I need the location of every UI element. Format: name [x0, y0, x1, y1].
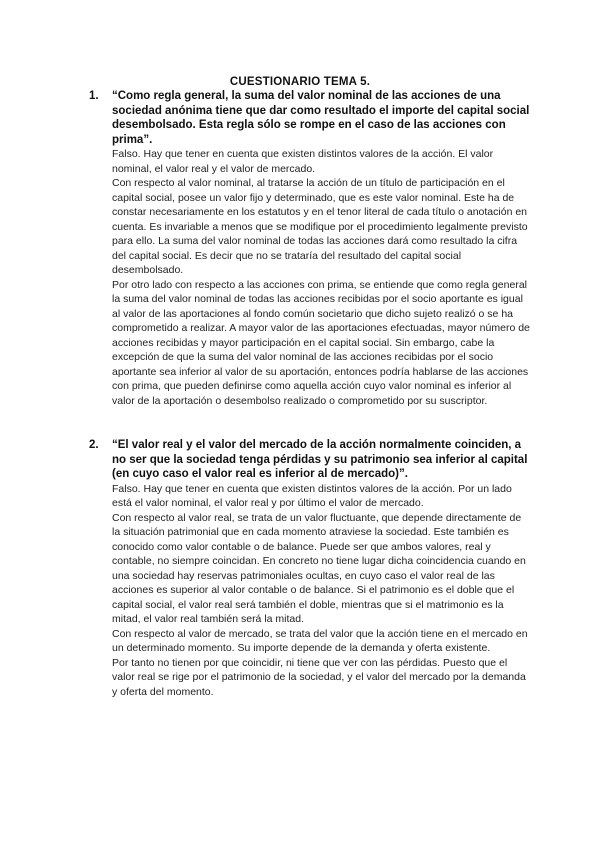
question-body — [112, 438, 530, 699]
page-title: CUESTIONARIO TEMA 5. — [229, 76, 371, 88]
question-statement: “El valor real y el valor del mercado de la acción normalmente coinciden, a no ser que la sociedad tenga pérdidas y su patrimonio sea inferior al capital (en cuyo caso el valor real es inferior al de mercado)”. — [112, 439, 528, 480]
answer-paragraph: Por otro lado con respecto a las acciones con prima, se entiende que como regla general la suma del valor nominal de todas las acciones recibidas por el socio aportante es igual al valor de las aportaciones al fondo común societario que dicho sujeto realizó o se ha comprometido a realizar. A mayor valor de las aportaciones efectuadas, mayor número de acciones recibidas y mayor participación en el capital social. Sin embargo, cabe la excepción de que la suma del valor nominal de las acciones recibidas por el socio aportante sea inferior al valor de su aportación, entonces podría hablarse de las acciones con prima, que pueden definirse como aquella acción cuyo valor nominal es inferior al valor de la aportación o desembolso realizado o comprometido por su suscriptor. — [112, 278, 530, 407]
answer-paragraph: Con respecto al valor real, se trata de un valor fluctuante, que depende directamente de la situación patrimonial que en cada momento atraviese la sociedad. Este también es conocido como valor contable o de balance. Puede ser que ambos valores, real y contable, no siempre coincidan. En concreto no tiene lugar dicha coincidencia cuando en una sociedad hay reservas patrimoniales ocultas, en cuyo caso el valor real de las acciones es superior al valor contable o de balance. Si el patrimonio es el doble que el capital social, el valor real será también el doble, mientras que si el matrimonio es la mitad, el valor real también será la mitad. — [112, 511, 526, 625]
answer-paragraph: Falso. Hay que tener en cuenta que existen distintos valores de la acción. El valor nominal, el valor real y el valor de mercado. — [112, 148, 494, 175]
question-statement: “Como regla general, la suma del valor nominal de las acciones de una sociedad anónima tiene que dar como resultado el importe del capital social desembolsado. Esta regla sólo se rompe en el caso de las acciones con prima”. — [112, 90, 530, 146]
question-number: 2. — [89, 439, 99, 451]
question-body — [112, 89, 530, 408]
answer-paragraph: Con respecto al valor de mercado, se trata del valor que la acción tiene en el mercado en un determinado momento. Su importe depende de la demanda y oferta existente. — [112, 627, 528, 654]
answer-paragraph: Con respecto al valor nominal, al tratarse la acción de un título de participación en el capital social, posee un valor fijo y determinado, que es este valor nominal. Este ha de constar necesariamente en los estatutos y en el tenor literal de cada título o anotación en cuenta. Es invariable a menos que se modifique por el procedimiento legalmente previsto para ello. La suma del valor nominal de todas las acciones dará como resultado la cifra del capital social. Es decir que no se trataría del resultado del capital social desembolsado. — [112, 177, 528, 276]
answer-paragraph: Falso. Hay que tener en cuenta que existen distintos valores de la acción. Por un lado está el valor nominal, el valor real y por último el valor de mercado. — [112, 482, 512, 509]
answer-paragraph: Por tanto no tienen por que coincidir, ni tiene que ver con las pérdidas. Puesto que el valor real se rige por el patrimonio de la sociedad, y el valor del mercado por la demanda y oferta del momento. — [112, 656, 526, 698]
question-number: 1. — [89, 90, 99, 102]
